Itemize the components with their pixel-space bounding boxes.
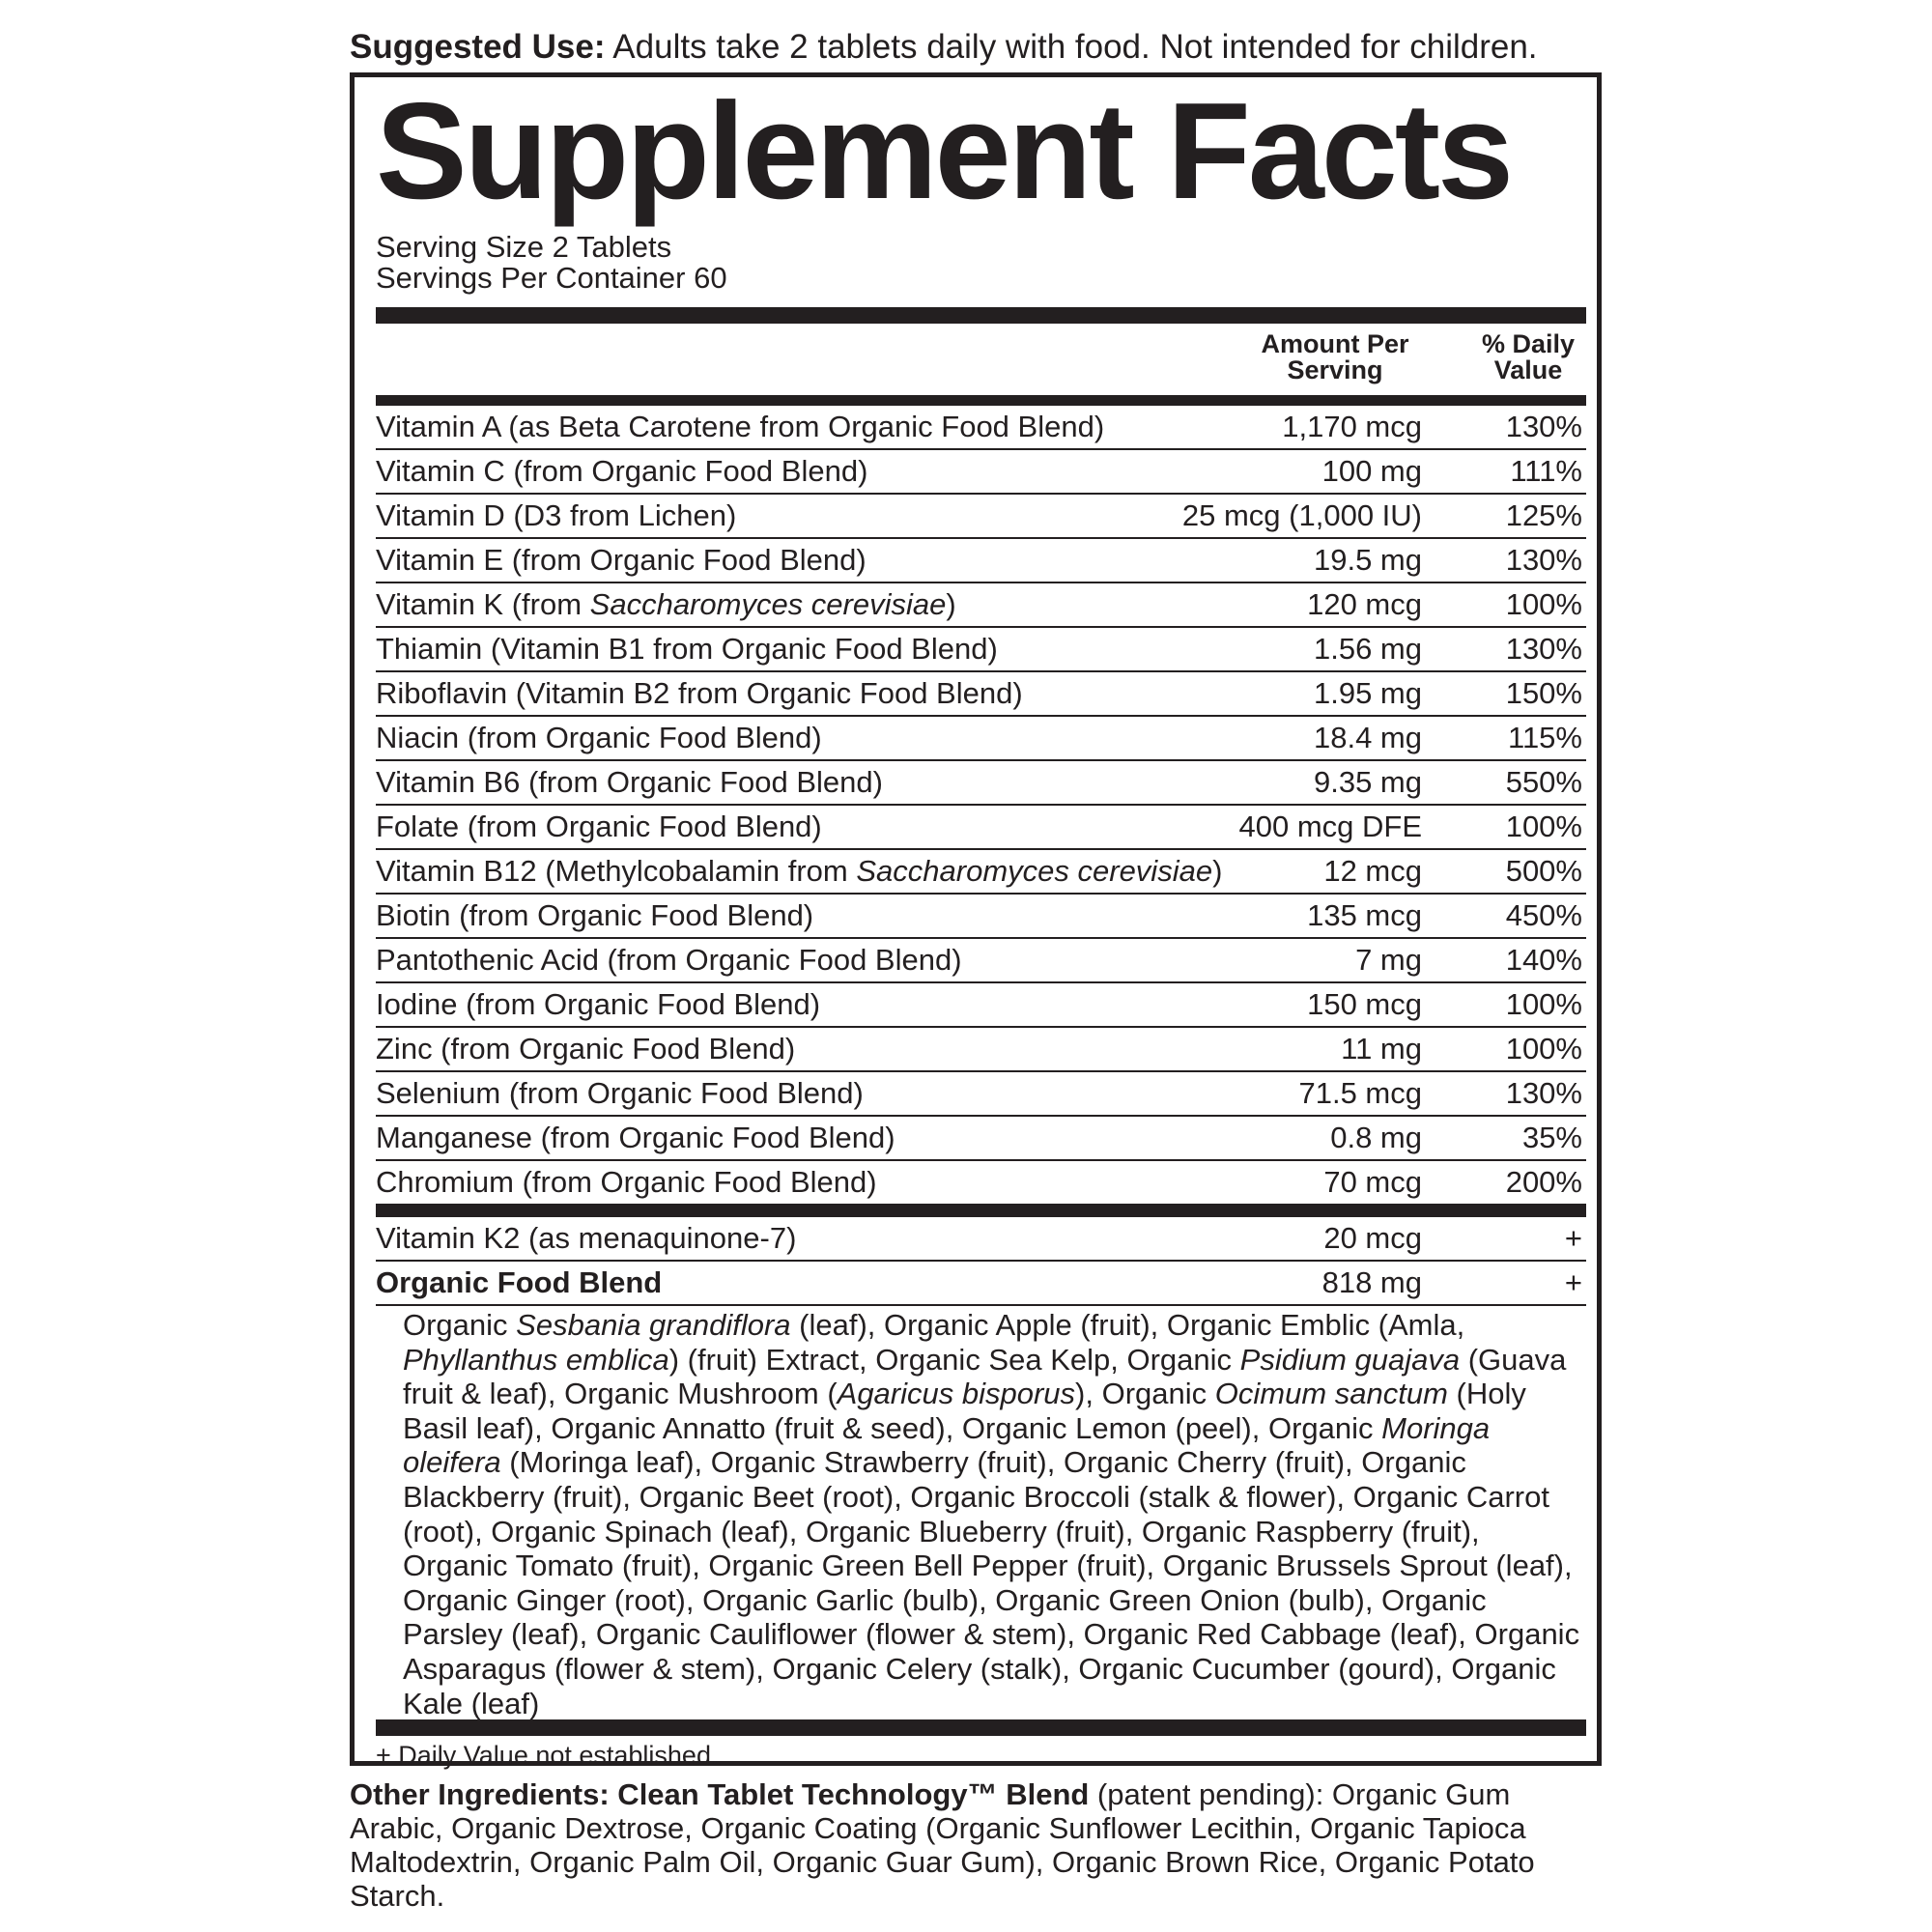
- other-ingredients-label: Other Ingredients: Clean Tablet Technology™ Blend: [350, 1777, 1090, 1811]
- table-row: [376, 806, 1586, 850]
- nutrient-name: Pantothenic Acid (from Organic Food Blend): [376, 943, 962, 977]
- nutrient-daily-value: 35%: [1521, 1121, 1582, 1154]
- suggested-use: [350, 25, 1605, 70]
- nutrient-daily-value: +: [1564, 1265, 1582, 1299]
- table-row: [376, 1217, 1586, 1262]
- nutrient-name: Vitamin B6 (from Organic Food Blend): [376, 765, 883, 799]
- nutrient-amount: 400 mcg DFE: [1238, 810, 1422, 843]
- dv-header-line1: % Daily: [1481, 329, 1576, 358]
- ingredient-text: ) (fruit) Extract, Organic Sea Kelp, Organic: [668, 1342, 1240, 1377]
- nutrient-amount: 7 mg: [1355, 943, 1422, 977]
- table-row: [376, 939, 1586, 983]
- table-row: [376, 717, 1586, 761]
- nutrient-name: Iodine (from Organic Food Blend): [376, 987, 821, 1021]
- nutrient-daily-value: 100%: [1505, 810, 1582, 843]
- nutrient-amount: 135 mcg: [1307, 898, 1422, 932]
- nutrient-name-part: Vitamin B12 (Methylcobalamin from: [376, 854, 857, 888]
- nutrient-name-italic: Saccharomyces cerevisiae: [589, 587, 947, 621]
- nutrient-daily-value: 130%: [1505, 632, 1582, 666]
- panel-title: Supplement Facts: [376, 74, 1512, 228]
- amount-header-line2: Serving: [1287, 355, 1383, 384]
- nutrient-amount: 12 mcg: [1323, 854, 1422, 888]
- nutrient-table: [376, 406, 1586, 1204]
- table-row: [376, 850, 1586, 895]
- nutrient-amount: 150 mcg: [1307, 987, 1422, 1021]
- nutrient-daily-value: 125%: [1505, 498, 1582, 532]
- nutrient-amount: 25 mcg (1,000 IU): [1181, 498, 1422, 532]
- nutrient-name: Biotin (from Organic Food Blend): [376, 898, 814, 932]
- table-row: [376, 1262, 1586, 1306]
- daily-value-header: [1470, 331, 1586, 384]
- nutrient-name: [376, 850, 1222, 893]
- ingredient-text: (Guava fruit & leaf), Organic Mushroom (: [403, 1342, 1567, 1411]
- nutrient-name: Zinc (from Organic Food Blend): [376, 1032, 796, 1065]
- nutrient-daily-value: 200%: [1505, 1165, 1582, 1199]
- nutrient-daily-value: 100%: [1505, 987, 1582, 1021]
- nutrient-daily-value: 111%: [1510, 454, 1582, 488]
- nutrient-daily-value: 450%: [1505, 898, 1582, 932]
- table-row: [376, 895, 1586, 939]
- suggested-use-text: Adults take 2 tablets daily with food. Not intended for children.: [612, 28, 1538, 66]
- nutrient-daily-value: 115%: [1508, 721, 1582, 754]
- supplement-facts-panel: [350, 72, 1602, 1770]
- divider-thick: [376, 1719, 1586, 1736]
- other-ingredients: [350, 1777, 1605, 1913]
- footnote: + Daily Value not established.: [376, 1741, 719, 1770]
- nutrient-name-part: Vitamin K (from: [376, 587, 590, 621]
- table-row: [376, 628, 1586, 672]
- organic-food-blend-ingredients: [376, 1306, 1586, 1719]
- nutrient-amount: 71.5 mcg: [1298, 1076, 1422, 1110]
- servings-per-container: Servings Per Container 60: [376, 261, 727, 295]
- table-row: [376, 1161, 1586, 1204]
- nutrient-name: Vitamin A (as Beta Carotene from Organic Food Blend): [376, 410, 1105, 443]
- nutrient-name: Riboflavin (Vitamin B2 from Organic Food Blend): [376, 676, 1023, 710]
- nutrient-daily-value: 140%: [1505, 943, 1582, 977]
- nutrient-name: Vitamin C (from Organic Food Blend): [376, 454, 868, 488]
- nutrient-name: Folate (from Organic Food Blend): [376, 810, 822, 843]
- nutrient-name-part: ): [1212, 854, 1223, 888]
- nutrient-daily-value: 130%: [1505, 410, 1582, 443]
- nutrient-daily-value: 130%: [1505, 543, 1582, 577]
- ingredient-latin-name: Sesbania grandiflora: [516, 1308, 791, 1342]
- nutrient-amount: 100 mg: [1321, 454, 1422, 488]
- table-row: [376, 406, 1586, 450]
- table-row: [376, 983, 1586, 1028]
- nutrient-amount: 19.5 mg: [1313, 543, 1422, 577]
- ingredient-latin-name: Ocimum sanctum: [1214, 1377, 1448, 1411]
- nutrient-name: Thiamin (Vitamin B1 from Organic Food Blend): [376, 632, 998, 666]
- ingredient-text: (Moringa leaf), Organic Strawberry (fruit), Organic Cherry (fruit), Organic Blackberry (fruit), Organic Beet (root), Organic Broccoli (stalk & flower), Organic Carrot (root), Organic Spinach (leaf), Organic Blueberry (fruit), Organic Raspberry (fruit), Organic Tomato (fruit), Organic Green Bell Pepper (fruit), Organic Brussels Sprout (leaf), Organic Ginger (root), Organic Garlic (bulb), Organic Green Onion (bulb), Organic Parsley (leaf), Organic Cauliflower (flower & stem), Organic Red Cabbage (leaf), Organic Asparagus (flower & stem), Organic Celery (stalk), Organic Cucumber (gourd), Organic Kale (leaf): [403, 1445, 1580, 1720]
- amount-per-serving-header: [1248, 331, 1422, 384]
- ingredient-text: ), Organic: [1075, 1377, 1215, 1411]
- table-row: [376, 539, 1586, 583]
- ingredient-latin-name: Moringa oleifera: [403, 1410, 1491, 1480]
- other-ingredients-text: (patent pending): Organic Gum Arabic, Organic Dextrose, Organic Coating (Organic Sunflower Lecithin, Organic Tapioca Maltodextrin, Organic Palm Oil, Organic Guar Gum), Organic Brown Rice, Organic Potato Starch.: [350, 1777, 1535, 1913]
- nutrient-name: [376, 583, 956, 626]
- nutrient-name-part: ): [946, 587, 956, 621]
- nutrient-name: Niacin (from Organic Food Blend): [376, 721, 822, 754]
- table-row: [376, 583, 1586, 628]
- ingredient-latin-name: Phyllanthus emblica: [403, 1342, 669, 1377]
- serving-info: [376, 232, 1586, 294]
- amount-header-line1: Amount Per: [1261, 329, 1409, 358]
- table-row: [376, 672, 1586, 717]
- table-row: [376, 761, 1586, 806]
- nutrient-amount: 1,170 mcg: [1282, 410, 1422, 443]
- table-row: [376, 495, 1586, 539]
- nutrient-amount: 818 mg: [1321, 1265, 1422, 1299]
- serving-size: Serving Size 2 Tablets: [376, 230, 672, 264]
- nutrient-name: Vitamin E (from Organic Food Blend): [376, 543, 867, 577]
- other-nutrient-table: [376, 1217, 1586, 1306]
- column-header: [376, 324, 1586, 395]
- nutrient-daily-value: 100%: [1505, 587, 1582, 621]
- ingredient-text: Organic: [403, 1308, 517, 1342]
- ingredient-text: (leaf), Organic Apple (fruit), Organic Emblic (Amla,: [790, 1308, 1465, 1342]
- divider-thick: [376, 1204, 1586, 1217]
- nutrient-amount: 0.8 mg: [1330, 1121, 1422, 1154]
- divider-medium: [376, 395, 1586, 406]
- ingredient-text: (Holy Basil leaf), Organic Annatto (fruit & seed), Organic Lemon (peel), Organic: [403, 1377, 1526, 1445]
- table-row: [376, 1028, 1586, 1072]
- nutrient-amount: 20 mcg: [1323, 1221, 1422, 1255]
- table-row: [376, 1117, 1586, 1161]
- nutrient-amount: 120 mcg: [1307, 587, 1422, 621]
- nutrient-daily-value: 130%: [1505, 1076, 1582, 1110]
- table-row: [376, 450, 1586, 495]
- nutrient-amount: 9.35 mg: [1313, 765, 1422, 799]
- nutrient-name: Vitamin D (D3 from Lichen): [376, 498, 737, 532]
- nutrient-amount: 1.95 mg: [1313, 676, 1422, 710]
- nutrient-name: Vitamin K2 (as menaquinone-7): [376, 1221, 797, 1255]
- ingredient-latin-name: Psidium guajava: [1239, 1342, 1461, 1377]
- suggested-use-label: Suggested Use:: [350, 28, 606, 66]
- nutrient-daily-value: +: [1564, 1221, 1582, 1255]
- table-row: [376, 1072, 1586, 1117]
- nutrient-amount: 1.56 mg: [1313, 632, 1422, 666]
- nutrient-name-italic: Saccharomyces cerevisiae: [856, 854, 1213, 888]
- ingredient-latin-name: Agaricus bisporus: [837, 1377, 1076, 1411]
- divider-thick: [376, 307, 1586, 324]
- nutrient-amount: 70 mcg: [1323, 1165, 1422, 1199]
- nutrient-daily-value: 100%: [1505, 1032, 1582, 1065]
- nutrient-name: Organic Food Blend: [376, 1265, 663, 1299]
- nutrient-amount: 18.4 mg: [1313, 721, 1422, 754]
- nutrient-amount: 11 mg: [1341, 1032, 1422, 1065]
- nutrient-name: Selenium (from Organic Food Blend): [376, 1076, 864, 1110]
- dv-header-line2: Value: [1493, 355, 1563, 384]
- nutrient-daily-value: 500%: [1505, 854, 1582, 888]
- nutrient-daily-value: 550%: [1505, 765, 1582, 799]
- nutrient-daily-value: 150%: [1505, 676, 1582, 710]
- nutrient-name: Manganese (from Organic Food Blend): [376, 1121, 895, 1154]
- nutrient-name: Chromium (from Organic Food Blend): [376, 1165, 877, 1199]
